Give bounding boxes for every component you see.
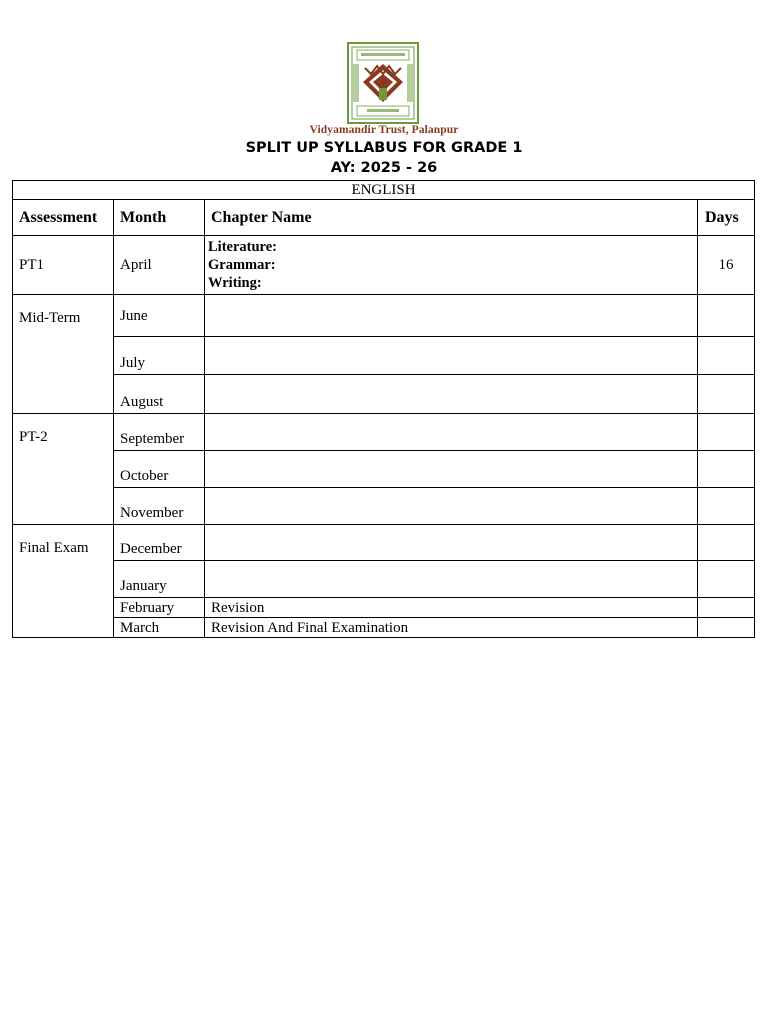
month-cell: November bbox=[114, 488, 205, 525]
chapter-line-grammar: Grammar: bbox=[208, 257, 276, 273]
days-cell bbox=[698, 618, 755, 638]
trust-name: Vidyamandir Trust, Palanpur bbox=[309, 124, 459, 136]
month-cell: December bbox=[114, 525, 205, 561]
subject-name: ENGLISH bbox=[13, 181, 755, 200]
table-row bbox=[13, 295, 755, 337]
chapter-cell bbox=[205, 561, 698, 598]
month-cell: October bbox=[114, 451, 205, 488]
days-cell bbox=[698, 375, 755, 414]
table-row bbox=[13, 414, 755, 451]
days-cell bbox=[698, 451, 755, 488]
month-cell: June bbox=[114, 295, 205, 337]
header-row bbox=[13, 200, 755, 236]
table-row bbox=[13, 488, 755, 525]
col-assessment-header: Assessment bbox=[13, 200, 114, 236]
month-cell: February bbox=[114, 598, 205, 618]
table-row bbox=[13, 618, 755, 638]
table-row bbox=[13, 561, 755, 598]
chapter-cell bbox=[205, 337, 698, 375]
assessment-cell: Mid-Term bbox=[13, 295, 114, 414]
assessment-cell: PT-2 bbox=[13, 414, 114, 525]
table-row bbox=[13, 451, 755, 488]
days-cell bbox=[698, 414, 755, 451]
days-cell bbox=[698, 295, 755, 337]
trust-logo bbox=[296, 42, 472, 138]
table-row bbox=[13, 525, 755, 561]
days-cell bbox=[698, 598, 755, 618]
month-cell: July bbox=[114, 337, 205, 375]
chapter-cell bbox=[205, 451, 698, 488]
chapter-line-literature: Literature: bbox=[208, 239, 277, 255]
days-cell bbox=[698, 561, 755, 598]
chapter-line-writing: Writing: bbox=[208, 275, 262, 291]
chapter-cell bbox=[205, 295, 698, 337]
chapter-cell bbox=[205, 236, 698, 295]
days-cell bbox=[698, 488, 755, 525]
logo-emblem bbox=[347, 42, 419, 124]
chapter-cell bbox=[205, 525, 698, 561]
document-title: SPLIT UP SYLLABUS FOR GRADE 1 bbox=[245, 140, 523, 156]
table-row bbox=[13, 375, 755, 414]
academic-year: AY: 2025 - 26 bbox=[330, 160, 438, 176]
table-row bbox=[13, 337, 755, 375]
month-cell: August bbox=[114, 375, 205, 414]
col-chapter-header: Chapter Name bbox=[205, 200, 698, 236]
logo-emblem-graphic bbox=[349, 44, 417, 122]
days-cell bbox=[698, 525, 755, 561]
col-days-header: Days bbox=[698, 200, 755, 236]
syllabus-table bbox=[12, 180, 755, 638]
chapter-cell bbox=[205, 375, 698, 414]
chapter-cell bbox=[205, 414, 698, 451]
chapter-cell bbox=[205, 488, 698, 525]
col-month-header: Month bbox=[114, 200, 205, 236]
chapter-cell: Revision bbox=[205, 598, 698, 618]
month-cell: January bbox=[114, 561, 205, 598]
assessment-cell: Final Exam bbox=[13, 525, 114, 638]
days-cell bbox=[698, 337, 755, 375]
chapter-cell: Revision And Final Examination bbox=[205, 618, 698, 638]
table-row bbox=[13, 598, 755, 618]
subject-row bbox=[13, 181, 755, 200]
month-cell: September bbox=[114, 414, 205, 451]
assessment-cell: PT1 bbox=[13, 236, 114, 295]
month-cell: March bbox=[114, 618, 205, 638]
table-row bbox=[13, 236, 755, 295]
days-cell: 16 bbox=[698, 236, 755, 295]
month-cell: April bbox=[114, 236, 205, 295]
